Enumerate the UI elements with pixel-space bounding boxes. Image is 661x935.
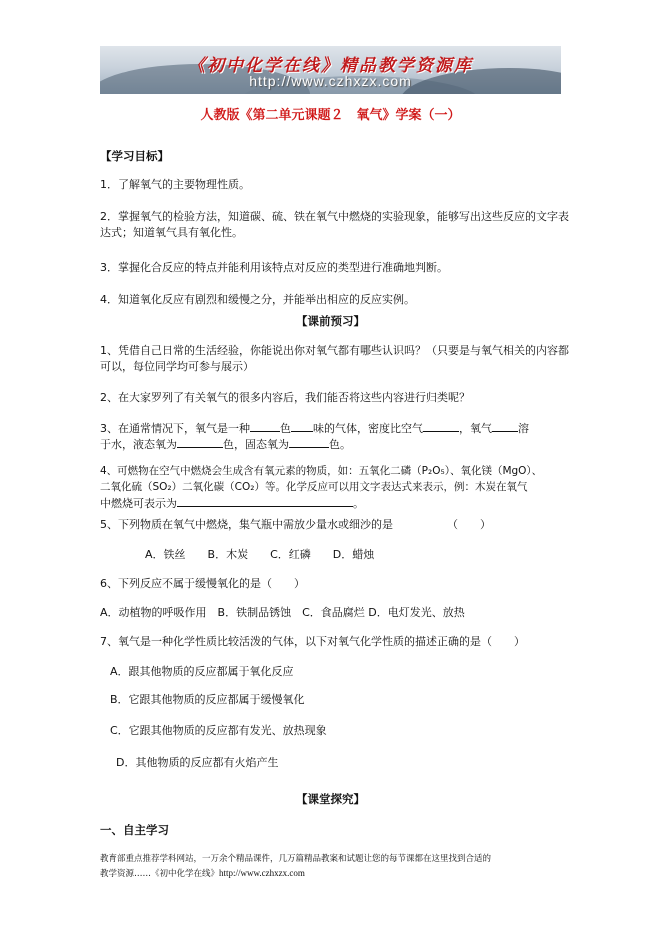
question-3-line-2: [100, 436, 351, 453]
question-1: 1、凭借自己日常的生活经验，你能说出你对氧气都有哪些认识吗？（只要是与氧气相关的内容都可以，每位同学均可参与展示）: [100, 344, 569, 373]
question-4-line-3: [100, 495, 364, 512]
question-5-stem: 5、下列物质在氧气中燃烧，集气瓶中需放少量水或细沙的是: [100, 518, 393, 531]
footer-text: 教学资源……《初中化学在线》: [100, 869, 220, 879]
question-4-text: 中燃烧可表示为: [100, 497, 177, 510]
answer-blank[interactable]: [177, 495, 353, 507]
header-banner: [100, 46, 561, 94]
objectives-heading: 【学习目标】: [100, 149, 169, 163]
answer-blank[interactable]: [177, 436, 223, 448]
objective-item: 3．掌握化合反应的特点并能利用该特点对反应的类型进行准确地判断。: [100, 261, 448, 274]
preview-heading: 【课前预习】: [296, 314, 365, 328]
footer-link[interactable]: http://www.czhxzx.com: [219, 868, 305, 878]
question-3-text: 3、在通常情况下，氧气是一种: [100, 422, 250, 435]
footer-line-2: [100, 866, 570, 881]
question-3-text: 色: [280, 422, 291, 435]
question-4-line-2: 二氧化硫（SO₂）二氧化碳（CO₂）等。化学反应可以用文字表达式来表示，例：木炭在氧气: [100, 481, 528, 493]
banner-url[interactable]: http://www.czhxzx.com: [249, 73, 412, 89]
question-3-text: 色，固态氧为: [223, 438, 289, 451]
answer-blank[interactable]: [423, 420, 459, 432]
answer-blank[interactable]: [289, 436, 329, 448]
question-6-stem: 6、下列反应不属于缓慢氧化的是（ ）: [100, 577, 305, 590]
footer-line-1: 教育部重点推荐学科网站，一万余个精品课件，几万篇精品教案和试题让您的每节课都在这里找到合适的: [100, 854, 492, 864]
objective-item: 2．掌握氧气的检验方法，知道碳、硫、铁在氧气中燃烧的实验现象，能够写出这些反应的文字表达式；知道氧气具有氧化性。: [100, 210, 569, 239]
objective-item: 4．知道氧化反应有剧烈和缓慢之分，并能举出相应的反应实例。: [100, 293, 415, 306]
question-5-options: A．铁丝 B．木炭 C．红磷 D．蜡烛: [145, 548, 375, 561]
answer-blank[interactable]: [250, 420, 280, 432]
objective-item: 1．了解氧气的主要物理性质。: [100, 178, 250, 191]
question-3-text: 于水，液态氧为: [100, 438, 177, 451]
question-3-text: 色。: [329, 438, 351, 451]
question-3-text: ，氧气: [459, 422, 492, 435]
answer-blank[interactable]: [492, 420, 518, 432]
question-3-text: 味的气体，密度比空气: [313, 422, 423, 435]
footer: [100, 852, 570, 881]
question-4-text: 。: [353, 497, 364, 510]
answer-blank[interactable]: [291, 420, 313, 432]
question-3-line-1: [100, 420, 529, 437]
question-7-option-b: B．它跟其他物质的反应都属于缓慢氧化: [110, 693, 305, 706]
question-7-stem: 7、氧气是一种化学性质比较活泼的气体，以下对氧气化学性质的描述正确的是（ ）: [100, 635, 525, 648]
banner-title: 《初中化学在线》精品教学资源库: [188, 56, 473, 76]
question-4-line-1: 4、可燃物在空气中燃烧会生成含有氧元素的物质，如：五氧化二磷（P₂O₅）、氧化镁（MgO）、: [100, 465, 543, 477]
question-7-option-d: D．其他物质的反应都有火焰产生: [116, 756, 279, 769]
question-5-answer-bracket[interactable]: （ ）: [447, 518, 491, 531]
question-7-option-c: C．它跟其他物质的反应都有发光、放热现象: [110, 724, 327, 737]
explore-heading: 【课堂探究】: [296, 792, 365, 806]
self-study-heading: 一、自主学习: [100, 823, 169, 837]
question-7-option-a: A．跟其他物质的反应都属于氧化反应: [110, 665, 294, 678]
question-6-options: A．动植物的呼吸作用 B．铁制品锈蚀 C．食品腐烂 D．电灯发光、放热: [100, 606, 465, 619]
question-2: 2、在大家罗列了有关氧气的很多内容后，我们能否将这些内容进行归类呢？: [100, 391, 470, 404]
document-title: 人教版《第二单元课题２ 氧气》学案（一）: [200, 108, 461, 123]
question-3-text: 溶: [518, 422, 529, 435]
